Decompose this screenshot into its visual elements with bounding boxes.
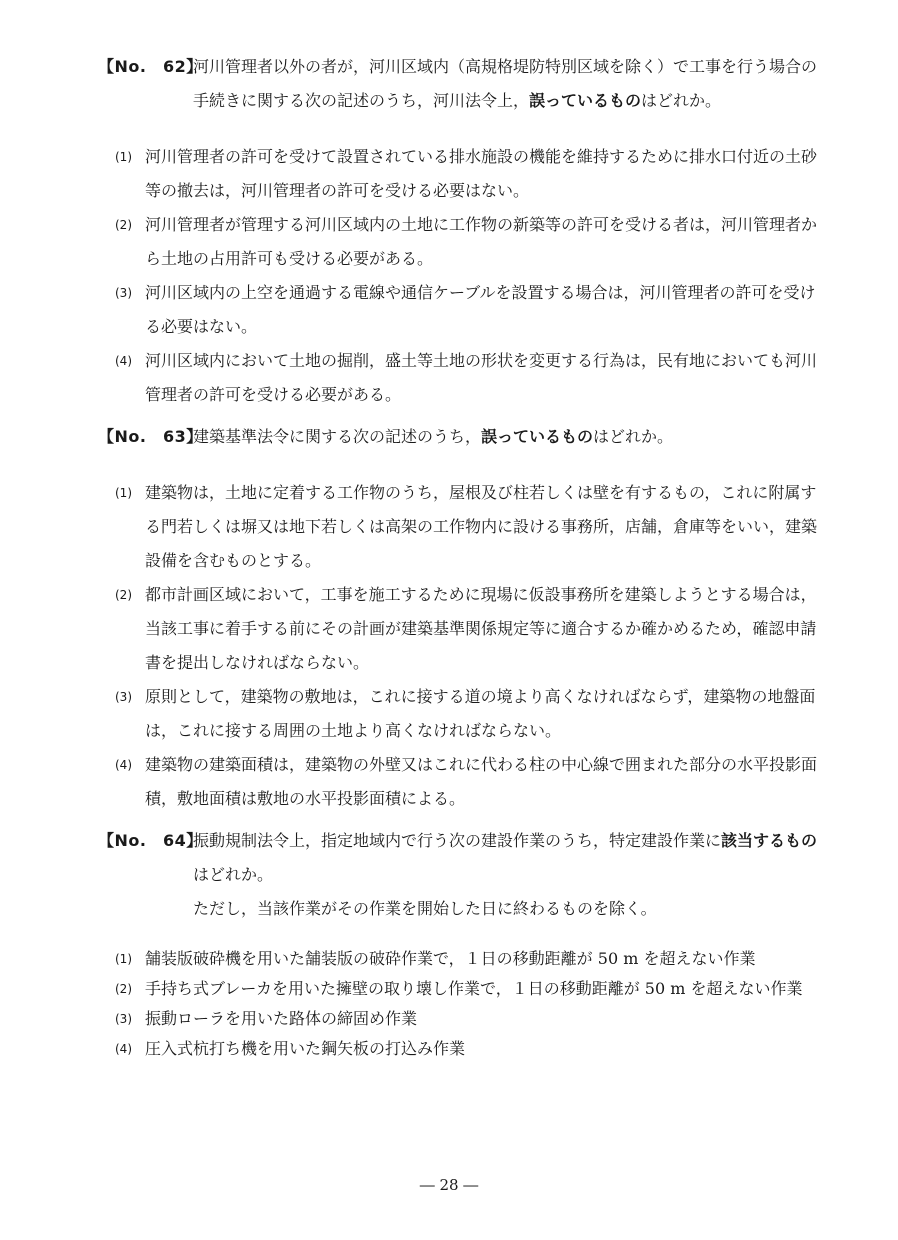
- option-number: (1): [115, 486, 132, 500]
- option-number: (4): [115, 758, 132, 772]
- option-text: 河川区域内の上空を通過する電線や通信ケーブルを設置する場合は，河川管理者の許可を受ける必要はない。: [145, 283, 816, 336]
- question-text: [193, 824, 818, 892]
- option-list: [98, 944, 818, 1064]
- question-note: ただし，当該作業がその作業を開始した日に終わるものを除く。: [193, 899, 657, 918]
- question-text-end: はどれか。: [593, 427, 674, 446]
- question-header: [98, 420, 818, 454]
- question-text-end: はどれか。: [641, 91, 722, 110]
- question-text: [193, 50, 818, 118]
- option-item: [98, 944, 818, 974]
- option-text: 舗装版破砕機を用いた舗装版の破砕作業で，１日の移動距離が 50 m を超えない作業: [145, 949, 756, 968]
- option-number: (1): [115, 150, 132, 164]
- option-text: 河川管理者が管理する河川区域内の土地に工作物の新築等の許可を受ける者は，河川管理者から土地の占用許可も受ける必要がある。: [145, 215, 818, 268]
- question-62: [98, 50, 818, 412]
- option-item: [98, 680, 818, 748]
- question-emphasis: 該当するもの: [721, 831, 818, 850]
- page-number: ― 28 ―: [419, 1176, 479, 1194]
- option-item: [98, 578, 818, 680]
- option-item: [98, 140, 818, 208]
- option-list: [98, 476, 818, 816]
- option-number: (3): [115, 1012, 132, 1026]
- option-text: 手持ち式ブレーカを用いた擁壁の取り壊し作業で，１日の移動距離が 50 m を超えない作業: [145, 979, 803, 998]
- option-item: [98, 344, 818, 412]
- option-item: [98, 1034, 818, 1064]
- option-item: [98, 974, 818, 1004]
- option-text: 河川管理者の許可を受けて設置されている排水施設の機能を維持するために排水口付近の土砂等の撤去は，河川管理者の許可を受ける必要はない。: [145, 147, 818, 200]
- question-header: [98, 824, 818, 926]
- question-number: 【No. 64】: [98, 831, 203, 850]
- option-number: (3): [115, 690, 132, 704]
- question-emphasis: 誤っているもの: [529, 91, 642, 110]
- question-number: 【No. 62】: [98, 57, 203, 76]
- option-number: (3): [115, 286, 132, 300]
- question-emphasis: 誤っているもの: [481, 427, 594, 446]
- option-text: 建築物の建築面積は，建築物の外壁又はこれに代わる柱の中心線で囲まれた部分の水平投影面積，敷地面積は敷地の水平投影面積による。: [145, 755, 818, 808]
- option-number: (2): [115, 588, 132, 602]
- question-text-main: 建築基準法令に関する次の記述のうち，: [193, 427, 482, 446]
- option-text: 河川区域内において土地の掘削，盛土等土地の形状を変更する行為は，民有地においても河川管理者の許可を受ける必要がある。: [145, 351, 818, 404]
- option-number: (4): [115, 354, 132, 368]
- option-item: [98, 208, 818, 276]
- option-item: [98, 276, 818, 344]
- question-text-main: 河川管理者以外の者が，河川区域内（高規格堤防特別区域を除く）で工事を行う場合の手続きに関する次の記述のうち，河川法令上，: [193, 57, 818, 110]
- option-text: 振動ローラを用いた路体の締固め作業: [145, 1009, 418, 1028]
- option-number: (2): [115, 218, 132, 232]
- option-number: (2): [115, 982, 132, 996]
- option-number: (1): [115, 952, 132, 966]
- question-64: [98, 824, 818, 1064]
- option-number: (4): [115, 1042, 132, 1056]
- option-text: 圧入式杭打ち機を用いた鋼矢板の打込み作業: [145, 1039, 466, 1058]
- option-text: 原則として，建築物の敷地は，これに接する道の境より高くなければならず，建築物の地盤面は，これに接する周囲の土地より高くなければならない。: [145, 687, 816, 740]
- question-text-main: 振動規制法令上，指定地域内で行う次の建設作業のうち，特定建設作業に: [193, 831, 722, 850]
- option-text: 建築物は，土地に定着する工作物のうち，屋根及び柱若しくは壁を有するもの，これに附属する門若しくは塀又は地下若しくは高架の工作物内に設ける事務所，店舗，倉庫等をいい，建築設備を含むものとする。: [145, 483, 818, 570]
- question-text: [193, 420, 818, 454]
- question-number: 【No. 63】: [98, 427, 203, 446]
- option-text: 都市計画区域において，工事を施工するために現場に仮設事務所を建築しようとする場合は，当該工事に着手する前にその計画が建築基準関係規定等に適合するか確かめるため，確認申請書を提出しなければならない。: [145, 585, 817, 672]
- option-item: [98, 748, 818, 816]
- question-text-end: はどれか。: [193, 865, 274, 884]
- option-list: [98, 140, 818, 412]
- option-item: [98, 476, 818, 578]
- option-item: [98, 1004, 818, 1034]
- question-header: [98, 50, 818, 118]
- question-63: [98, 420, 818, 816]
